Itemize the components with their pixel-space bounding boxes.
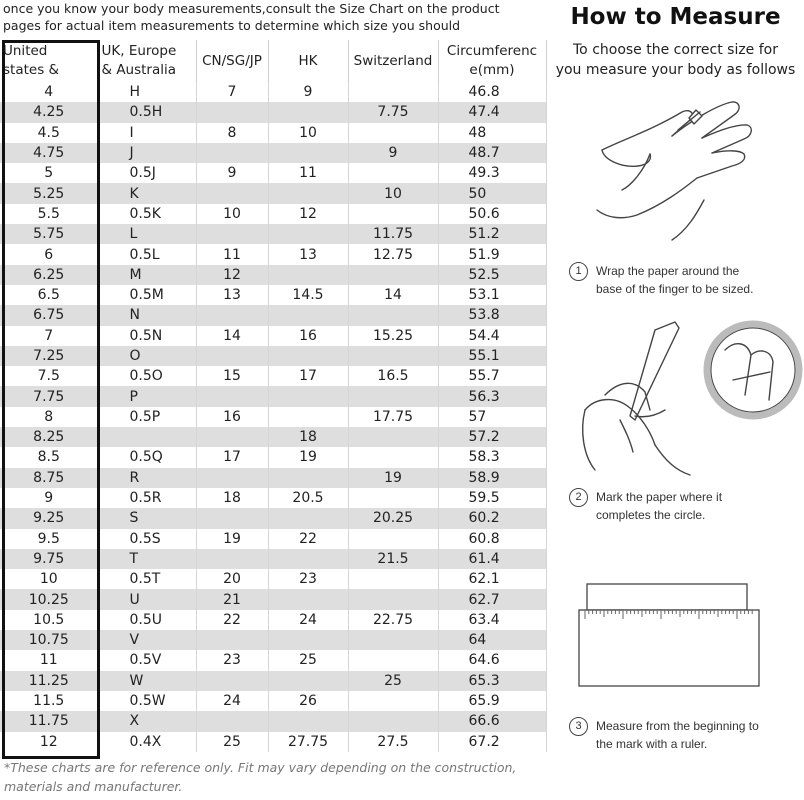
cell-cn: 14 xyxy=(196,326,268,346)
cell-uk: O xyxy=(98,346,196,366)
how-to-measure-panel xyxy=(547,0,804,800)
cell-uk: 0.5R xyxy=(98,488,196,508)
cell-uk: 0.5N xyxy=(98,326,196,346)
intro-line-1: once you know your body measurements,consult the Size Chart on the product xyxy=(3,1,500,16)
cell-circumference: 46.8 xyxy=(438,82,546,102)
cell-cn xyxy=(196,102,268,122)
step-2-line-2: completes the circle. xyxy=(596,508,706,522)
cell-circumference: 56.3 xyxy=(438,386,546,406)
table-row xyxy=(0,183,546,203)
table-row xyxy=(0,305,546,325)
cell-circumference: 53.1 xyxy=(438,285,546,305)
cell-uk: 0.5S xyxy=(98,529,196,549)
cell-switzerland xyxy=(348,569,438,589)
cell-us: 5.75 xyxy=(0,224,98,244)
cell-switzerland: 10 xyxy=(348,183,438,203)
cell-circumference: 60.8 xyxy=(438,529,546,549)
cell-uk: V xyxy=(98,630,196,650)
table-row xyxy=(0,488,546,508)
step-1-line-1: Wrap the paper around the xyxy=(596,264,740,278)
cell-circumference: 47.4 xyxy=(438,102,546,122)
cell-hk xyxy=(268,224,348,244)
header-us-line1: United xyxy=(3,43,48,59)
step-2-number: 2 xyxy=(569,488,588,507)
cell-uk: R xyxy=(98,468,196,488)
cell-circumference: 51.9 xyxy=(438,244,546,264)
cell-us: 6.75 xyxy=(0,305,98,325)
cell-switzerland: 14 xyxy=(348,285,438,305)
cell-switzerland: 7.75 xyxy=(348,102,438,122)
cell-hk: 17 xyxy=(268,366,348,386)
cell-uk: L xyxy=(98,224,196,244)
cell-us: 5.5 xyxy=(0,204,98,224)
cell-cn: 19 xyxy=(196,529,268,549)
cell-cn: 8 xyxy=(196,123,268,143)
cell-switzerland xyxy=(348,265,438,285)
cell-uk: 0.5V xyxy=(98,650,196,670)
cell-uk: K xyxy=(98,183,196,203)
header-uk-line1: UK, Europe xyxy=(101,43,177,59)
cell-switzerland: 15.25 xyxy=(348,326,438,346)
cell-us: 11.75 xyxy=(0,711,98,731)
cell-hk: 11 xyxy=(268,163,348,183)
cell-cn: 21 xyxy=(196,589,268,609)
cell-uk: 0.5W xyxy=(98,691,196,711)
table-row xyxy=(0,224,546,244)
table-row xyxy=(0,610,546,630)
cell-us: 8 xyxy=(0,407,98,427)
howto-subtitle xyxy=(547,40,804,80)
cell-uk: 0.5U xyxy=(98,610,196,630)
cell-us: 9.25 xyxy=(0,508,98,528)
table-row xyxy=(0,691,546,711)
cell-uk: N xyxy=(98,305,196,325)
cell-cn xyxy=(196,305,268,325)
cell-uk: M xyxy=(98,265,196,285)
cell-circumference: 66.6 xyxy=(438,711,546,731)
cell-cn xyxy=(196,508,268,528)
cell-hk: 24 xyxy=(268,610,348,630)
cell-circumference: 59.5 xyxy=(438,488,546,508)
hand-marking-paper-icon xyxy=(575,320,804,480)
cell-circumference: 53.8 xyxy=(438,305,546,325)
cell-switzerland xyxy=(348,447,438,467)
cell-switzerland xyxy=(348,386,438,406)
cell-us: 11.5 xyxy=(0,691,98,711)
cell-uk: 0.5T xyxy=(98,569,196,589)
table-row xyxy=(0,630,546,650)
cell-cn xyxy=(196,346,268,366)
cell-uk: 0.5L xyxy=(98,244,196,264)
cell-hk xyxy=(268,508,348,528)
table-row xyxy=(0,285,546,305)
table-row xyxy=(0,346,546,366)
cell-switzerland: 25 xyxy=(348,671,438,691)
header-circumference xyxy=(438,40,546,82)
cell-us: 6.5 xyxy=(0,285,98,305)
hand-with-paper-strip-icon xyxy=(592,90,762,250)
cell-us: 4 xyxy=(0,82,98,102)
cell-hk: 26 xyxy=(268,691,348,711)
cell-circumference: 48.7 xyxy=(438,143,546,163)
ring-size-table xyxy=(0,40,547,752)
table-row xyxy=(0,143,546,163)
cell-hk: 22 xyxy=(268,529,348,549)
cell-uk: W xyxy=(98,671,196,691)
cell-switzerland: 9 xyxy=(348,143,438,163)
cell-switzerland: 12.75 xyxy=(348,244,438,264)
cell-circumference: 62.1 xyxy=(438,569,546,589)
cell-switzerland xyxy=(348,305,438,325)
cell-cn xyxy=(196,630,268,650)
cell-uk: S xyxy=(98,508,196,528)
cell-uk: 0.5O xyxy=(98,366,196,386)
header-us xyxy=(0,40,98,82)
cell-switzerland: 11.75 xyxy=(348,224,438,244)
cell-circumference: 61.4 xyxy=(438,549,546,569)
cell-us: 7 xyxy=(0,326,98,346)
cell-hk xyxy=(268,589,348,609)
cell-us: 8.25 xyxy=(0,427,98,447)
cell-hk: 10 xyxy=(268,123,348,143)
cell-us: 5.25 xyxy=(0,183,98,203)
cell-hk xyxy=(268,549,348,569)
cell-switzerland: 27.5 xyxy=(348,732,438,752)
howto-subtitle-line-2: you measure your body as follows xyxy=(555,62,796,78)
cell-cn xyxy=(196,549,268,569)
cell-circumference: 58.9 xyxy=(438,468,546,488)
cell-switzerland xyxy=(348,630,438,650)
cell-switzerland xyxy=(348,163,438,183)
table-row xyxy=(0,650,546,670)
cell-switzerland xyxy=(348,82,438,102)
cell-switzerland xyxy=(348,691,438,711)
cell-hk xyxy=(268,346,348,366)
intro-line-2: pages for actual item measurements to determine which size you should xyxy=(3,18,461,33)
table-row xyxy=(0,366,546,386)
cell-hk: 19 xyxy=(268,447,348,467)
cell-circumference: 64 xyxy=(438,630,546,650)
header-hk: HK xyxy=(268,40,348,82)
cell-us: 10.25 xyxy=(0,589,98,609)
cell-uk: 0.4X xyxy=(98,732,196,752)
table-row xyxy=(0,569,546,589)
cell-uk: H xyxy=(98,82,196,102)
table-row xyxy=(0,163,546,183)
cell-switzerland xyxy=(348,346,438,366)
cell-cn: 17 xyxy=(196,447,268,467)
cell-cn: 25 xyxy=(196,732,268,752)
cell-circumference: 60.2 xyxy=(438,508,546,528)
cell-hk xyxy=(268,407,348,427)
header-switzerland: Switzerland xyxy=(348,40,438,82)
header-circ-line1: Circumferenc xyxy=(446,43,538,59)
cell-hk xyxy=(268,102,348,122)
cell-switzerland xyxy=(348,204,438,224)
cell-circumference: 62.7 xyxy=(438,589,546,609)
table-row xyxy=(0,447,546,467)
cell-uk: I xyxy=(98,123,196,143)
cell-hk: 9 xyxy=(268,82,348,102)
cell-circumference: 57.2 xyxy=(438,427,546,447)
step-3-number: 3 xyxy=(569,717,588,736)
table-row xyxy=(0,102,546,122)
cell-circumference: 58.3 xyxy=(438,447,546,467)
cell-cn xyxy=(196,183,268,203)
cell-hk xyxy=(268,386,348,406)
header-circ-line2: e(mm) xyxy=(469,62,515,78)
cell-us: 4.25 xyxy=(0,102,98,122)
step-3-line-1: Measure from the beginning to xyxy=(596,719,759,733)
cell-hk xyxy=(268,183,348,203)
table-header-row xyxy=(0,40,546,82)
table-row xyxy=(0,589,546,609)
cell-switzerland: 17.75 xyxy=(348,407,438,427)
cell-switzerland xyxy=(348,123,438,143)
cell-cn: 24 xyxy=(196,691,268,711)
cell-cn: 10 xyxy=(196,204,268,224)
table-row xyxy=(0,468,546,488)
cell-hk: 27.75 xyxy=(268,732,348,752)
cell-cn: 18 xyxy=(196,488,268,508)
table-row xyxy=(0,508,546,528)
cell-cn: 9 xyxy=(196,163,268,183)
footnote xyxy=(4,758,544,796)
cell-switzerland xyxy=(348,427,438,447)
table-row xyxy=(0,204,546,224)
cell-us: 7.5 xyxy=(0,366,98,386)
cell-circumference: 65.9 xyxy=(438,691,546,711)
cell-hk xyxy=(268,711,348,731)
cell-cn: 22 xyxy=(196,610,268,630)
table-row xyxy=(0,244,546,264)
cell-uk: 0.5H xyxy=(98,102,196,122)
step-2-line-1: Mark the paper where it xyxy=(596,490,723,504)
cell-hk xyxy=(268,265,348,285)
cell-hk: 16 xyxy=(268,326,348,346)
cell-uk: T xyxy=(98,549,196,569)
table-row xyxy=(0,427,546,447)
cell-hk xyxy=(268,630,348,650)
cell-cn xyxy=(196,671,268,691)
cell-switzerland: 19 xyxy=(348,468,438,488)
intro-text xyxy=(3,0,543,34)
cell-switzerland xyxy=(348,711,438,731)
cell-hk: 14.5 xyxy=(268,285,348,305)
cell-circumference: 48 xyxy=(438,123,546,143)
cell-hk xyxy=(268,468,348,488)
table-row xyxy=(0,407,546,427)
footnote-line-1: *These charts are for reference only. Fit may vary depending on the construction, xyxy=(4,760,517,775)
cell-switzerland: 22.75 xyxy=(348,610,438,630)
table-row xyxy=(0,711,546,731)
cell-hk: 23 xyxy=(268,569,348,589)
cell-hk: 12 xyxy=(268,204,348,224)
cell-uk: 0.5P xyxy=(98,407,196,427)
cell-cn: 11 xyxy=(196,244,268,264)
header-uk-line2: & Australia xyxy=(101,62,177,78)
cell-us: 7.25 xyxy=(0,346,98,366)
header-uk xyxy=(98,40,196,82)
cell-us: 10.5 xyxy=(0,610,98,630)
cell-us: 8.75 xyxy=(0,468,98,488)
cell-hk: 20.5 xyxy=(268,488,348,508)
cell-cn: 12 xyxy=(196,265,268,285)
cell-cn xyxy=(196,711,268,731)
table-row xyxy=(0,386,546,406)
cell-circumference: 55.7 xyxy=(438,366,546,386)
cell-circumference: 65.3 xyxy=(438,671,546,691)
howto-title: How to Measure xyxy=(570,4,781,30)
table-row xyxy=(0,529,546,549)
cell-cn: 20 xyxy=(196,569,268,589)
cell-cn xyxy=(196,427,268,447)
cell-us: 10.75 xyxy=(0,630,98,650)
header-us-line2: states & xyxy=(3,62,60,78)
cell-uk: X xyxy=(98,711,196,731)
cell-switzerland xyxy=(348,650,438,670)
cell-circumference: 63.4 xyxy=(438,610,546,630)
cell-uk: 0.5Q xyxy=(98,447,196,467)
step-1-text xyxy=(596,262,796,298)
cell-cn xyxy=(196,468,268,488)
cell-circumference: 50.6 xyxy=(438,204,546,224)
table-row xyxy=(0,326,546,346)
cell-switzerland: 16.5 xyxy=(348,366,438,386)
cell-switzerland xyxy=(348,488,438,508)
table-row xyxy=(0,82,546,102)
cell-uk: J xyxy=(98,143,196,163)
cell-circumference: 52.5 xyxy=(438,265,546,285)
cell-us: 9 xyxy=(0,488,98,508)
cell-us: 11.25 xyxy=(0,671,98,691)
cell-cn xyxy=(196,224,268,244)
step-3-line-2: the mark with a ruler. xyxy=(596,737,708,751)
cell-uk xyxy=(98,427,196,447)
cell-hk: 25 xyxy=(268,650,348,670)
cell-hk: 18 xyxy=(268,427,348,447)
cell-switzerland xyxy=(348,529,438,549)
howto-subtitle-line-1: To choose the correct size for xyxy=(573,42,778,58)
cell-hk xyxy=(268,671,348,691)
step-1-number: 1 xyxy=(569,262,588,281)
cell-hk: 13 xyxy=(268,244,348,264)
cell-us: 10 xyxy=(0,569,98,589)
cell-switzerland: 20.25 xyxy=(348,508,438,528)
cell-circumference: 54.4 xyxy=(438,326,546,346)
table-row xyxy=(0,123,546,143)
cell-us: 9.5 xyxy=(0,529,98,549)
cell-cn xyxy=(196,143,268,163)
cell-us: 8.5 xyxy=(0,447,98,467)
cell-hk xyxy=(268,143,348,163)
cell-us: 4.5 xyxy=(0,123,98,143)
table-row xyxy=(0,732,546,752)
cell-us: 5 xyxy=(0,163,98,183)
cell-circumference: 49.3 xyxy=(438,163,546,183)
cell-circumference: 57 xyxy=(438,407,546,427)
cell-uk: 0.5J xyxy=(98,163,196,183)
step-2-text xyxy=(596,488,796,524)
cell-us: 12 xyxy=(0,732,98,752)
cell-us: 9.75 xyxy=(0,549,98,569)
cell-cn: 13 xyxy=(196,285,268,305)
cell-us: 6.25 xyxy=(0,265,98,285)
table-row xyxy=(0,265,546,285)
cell-us: 6 xyxy=(0,244,98,264)
cell-us: 7.75 xyxy=(0,386,98,406)
cell-us: 4.75 xyxy=(0,143,98,163)
cell-hk xyxy=(268,305,348,325)
cell-cn xyxy=(196,386,268,406)
step-3-text xyxy=(596,717,796,753)
ruler-icon xyxy=(577,582,762,688)
cell-circumference: 50 xyxy=(438,183,546,203)
table-body xyxy=(0,82,546,752)
cell-cn: 23 xyxy=(196,650,268,670)
cell-uk: 0.5K xyxy=(98,204,196,224)
table-row xyxy=(0,671,546,691)
cell-uk: 0.5M xyxy=(98,285,196,305)
cell-uk: U xyxy=(98,589,196,609)
cell-cn: 16 xyxy=(196,407,268,427)
footnote-line-2: materials and manufacturer. xyxy=(4,779,183,794)
cell-switzerland xyxy=(348,589,438,609)
cell-circumference: 51.2 xyxy=(438,224,546,244)
cell-circumference: 67.2 xyxy=(438,732,546,752)
cell-circumference: 55.1 xyxy=(438,346,546,366)
cell-cn: 15 xyxy=(196,366,268,386)
table-row xyxy=(0,549,546,569)
cell-switzerland: 21.5 xyxy=(348,549,438,569)
cell-cn: 7 xyxy=(196,82,268,102)
step-1-line-2: base of the finger to be sized. xyxy=(596,282,754,296)
cell-circumference: 64.6 xyxy=(438,650,546,670)
cell-uk: P xyxy=(98,386,196,406)
header-cn: CN/SG/JP xyxy=(196,40,268,82)
cell-us: 11 xyxy=(0,650,98,670)
